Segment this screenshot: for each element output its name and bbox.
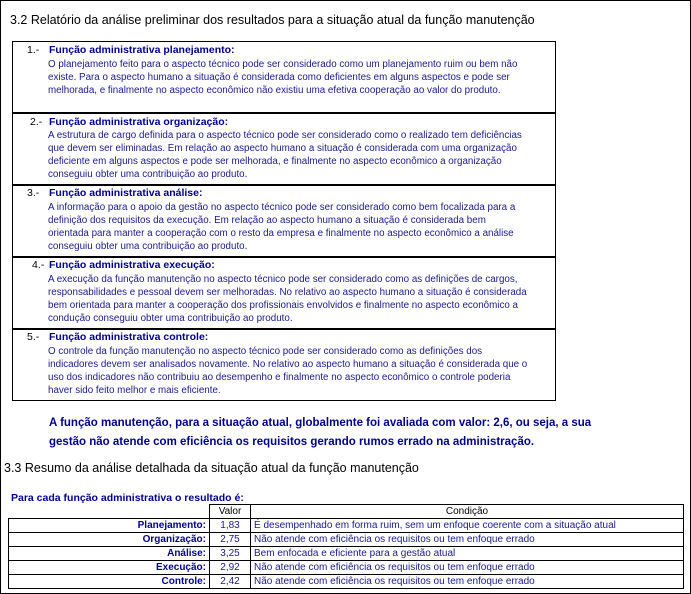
item-title: Função administrativa execução:: [49, 259, 215, 271]
row-condition: Não atende com eficiência os requisitos ou tem enfoque errado: [251, 533, 684, 547]
col-condition-header: Condição: [251, 505, 684, 519]
row-value: 2,92: [210, 561, 251, 575]
item-title: Função administrativa controle:: [49, 331, 209, 343]
row-condition: Não atende com eficiência os requisitos ou tem enfoque errado: [251, 575, 684, 589]
row-value: 1,83: [210, 519, 251, 533]
item-line: definição dos requisitos da execução. Em relação ao aspecto humano a situação é considerada bem: [48, 215, 486, 226]
item-line: indicadores devem ser analisados novamente. No relativo ao aspecto humano a situação é considerada que o: [48, 359, 528, 370]
results-intro: Para cada função administrativa o resultado é:: [11, 492, 244, 504]
item-line: A execução da função manutenção no aspecto técnico pode ser considerado como as definições de cargos,: [48, 274, 518, 285]
item-box-5: [12, 329, 556, 401]
item-title: Função administrativa planejamento:: [49, 44, 235, 56]
row-condition: Não atende com eficiência os requisitos ou tem enfoque errado: [251, 561, 684, 575]
row-label: Análise:: [9, 547, 210, 561]
item-line: orientada para manter a cooperação com o resto da empresa e finalmente no aspecto econômico a análise: [48, 228, 514, 239]
item-box-1: [12, 41, 556, 113]
item-box-4: [12, 257, 556, 329]
row-condition: Bem enfocada e eficiente para a gestão atual: [251, 547, 684, 561]
item-line: uso dos indicadores não contribuiu ao desempenho e finalmente no aspecto econômico o controle poderia: [48, 372, 511, 383]
item-line: responsabilidades e pessoal devem ser melhoradas. No relativo ao aspecto humano a situação é considerada: [48, 287, 527, 298]
item-line: bem orientada para manter a cooperação dos profissionais envolvidos e finalmente no aspecto econômico a: [48, 300, 518, 311]
item-line: haver sido feito melhor e mais eficiente.: [48, 385, 221, 396]
row-value: 3,25: [210, 547, 251, 561]
row-condition: É desempenhado em forma ruim, sem um enfoque coerente com a situação atual: [251, 519, 684, 533]
item-line: melhorada, e finalmente no aspecto econômico não existiu uma efetiva cooperação ao valor do produto.: [48, 85, 501, 96]
table-row: [9, 561, 684, 575]
item-line: existe. Para o aspecto humano a situação é considerada como deficientes em alguns aspectos e pode ser: [48, 72, 510, 83]
table-row: [9, 533, 684, 547]
row-value: 2,75: [210, 533, 251, 547]
item-line: A estrutura de cargo definida para o aspecto técnico pode ser considerado como o realizado tem deficiências: [48, 130, 522, 141]
item-box-2: [12, 113, 556, 185]
item-line: conseguiu obter uma contribuição ao produto.: [48, 241, 248, 252]
item-title: Função administrativa organização:: [49, 116, 229, 128]
row-label: Execução:: [9, 561, 210, 575]
item-number: 1.-: [27, 44, 40, 56]
table-row: [9, 519, 684, 533]
item-number: 2.-: [30, 116, 43, 128]
item-number: 5.-: [27, 331, 40, 343]
item-number: 4.-: [32, 259, 45, 271]
item-line: A informação para o apoio da gestão no aspecto técnico pode ser considerado como bem focalizada para a: [48, 202, 516, 213]
item-line: deficiente em alguns aspectos e pode ser melhorada, e finalmente no aspecto econômico a organização: [48, 156, 502, 167]
table-row: [9, 547, 684, 561]
row-label: Controle:: [9, 575, 210, 589]
item-title: Função administrativa análise:: [49, 187, 203, 199]
item-line: que devem ser eliminadas. Em relação ao aspecto humano a situação é considerada com uma organização: [48, 143, 517, 154]
summary-line-2: gestão não atende com eficiência os requisitos gerando rumos errado na administração.: [49, 436, 535, 448]
item-box-3: [12, 185, 556, 257]
table-header-row: [9, 505, 684, 519]
col-value-header: Valor: [210, 505, 251, 519]
summary-line-1: A função manutenção, para a situação atual, globalmente foi avaliada com valor: 2,6, ou seja, a sua: [49, 417, 592, 429]
row-value: 2,42: [210, 575, 251, 589]
section-heading-3-3: 3.3 Resumo da análise detalhada da situação atual da função manutenção: [4, 461, 419, 475]
results-table: [8, 504, 684, 589]
item-line: condução conseguiu obter uma contribuição ao produto.: [48, 313, 293, 324]
row-label: Organização:: [9, 533, 210, 547]
item-line: O controle da função manutenção no aspecto técnico pode ser considerado como as definições dos: [48, 346, 483, 357]
item-line: conseguiu obter uma contribuição ao produto.: [48, 169, 248, 180]
item-number: 3.-: [27, 187, 40, 199]
item-line: O planejamento feito para o aspecto técnico pode ser considerado como um planejamento ruim ou bem não: [48, 59, 518, 70]
table-row: [9, 575, 684, 589]
section-heading-3-2: 3.2 Relatório da análise preliminar dos resultados para a situação atual da função manutenção: [10, 13, 535, 27]
row-label: Planejamento:: [9, 519, 210, 533]
